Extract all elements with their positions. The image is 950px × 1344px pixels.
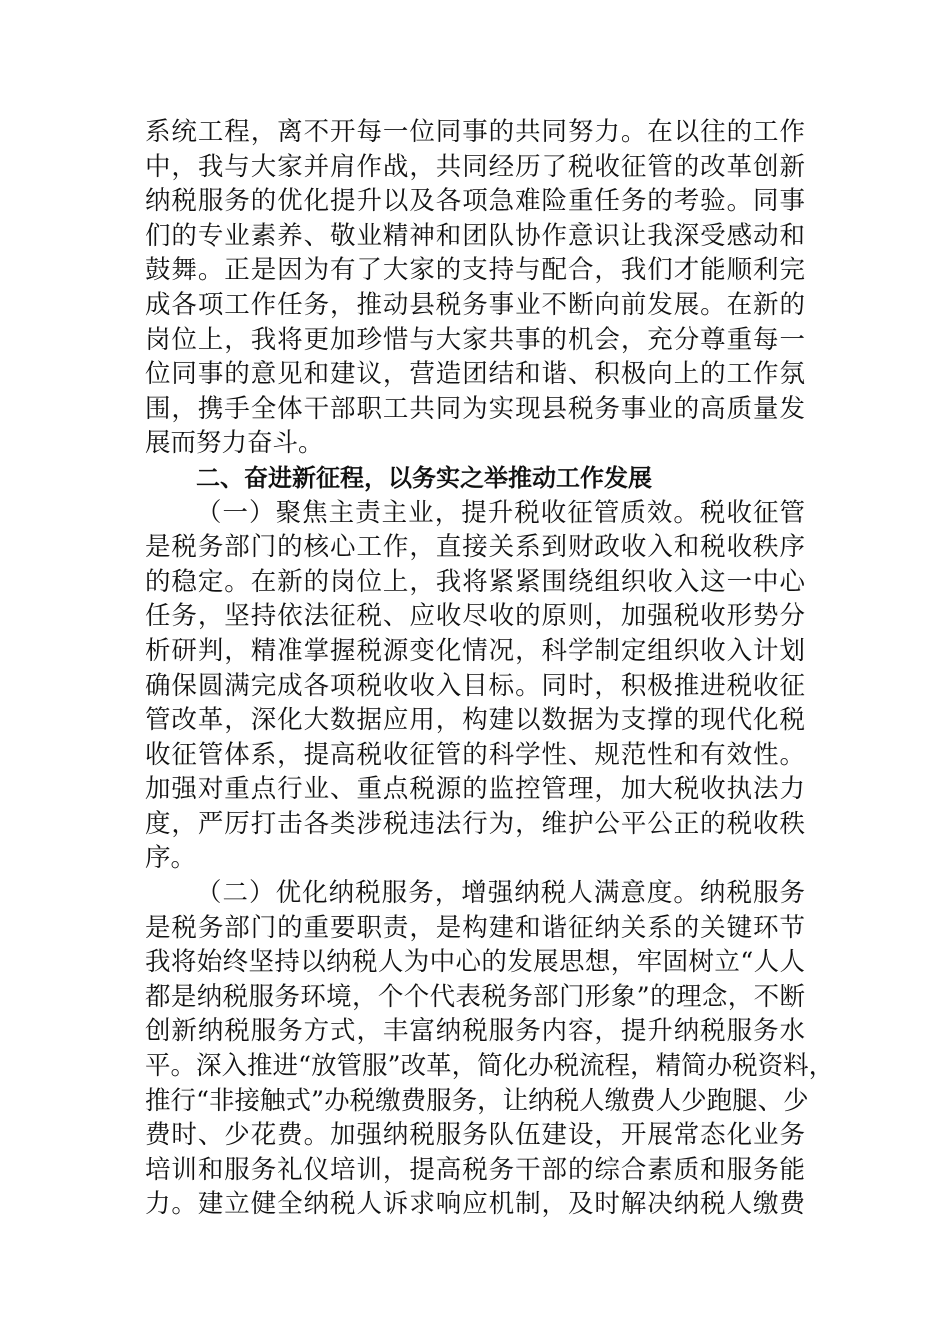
text-line: 纳税服务的优化提升以及各项急难险重任务的考验。同事 [145,186,805,217]
text-line: 费时、少花费。加强纳税服务队伍建设，开展常态化业务 [145,1120,805,1151]
text-line: 加强对重点行业、重点税源的监控管理，加大税收执法力 [145,774,805,805]
text-line: 培训和服务礼仪培训，提高税务干部的综合素质和服务能 [145,1154,805,1185]
text-line: 围，携手全体干部职工共同为实现县税务事业的高质量发 [145,393,805,424]
text-line: 的稳定。在新的岗位上，我将紧紧围绕组织收入这一中心 [145,566,805,597]
text-line: 是税务部门的重要职责，是构建和谐征纳关系的关键环节 [145,912,805,943]
text-line: 位同事的意见和建议，营造团结和谐、积极向上的工作氛 [145,359,805,390]
text-line: 成各项工作任务，推动县税务事业不断向前发展。在新的 [145,289,805,320]
text-line: 中，我与大家并肩作战，共同经历了税收征管的改革创新 [145,151,805,182]
text-line: 序。 [145,843,197,874]
text-line: （一）聚焦主责主业，提升税收征管质效。税收征管 [196,497,805,528]
text-line: （二）优化纳税服务，增强纳税人满意度。纳税服务 [196,878,805,909]
paragraph [145,115,805,461]
text-line: 系统工程，离不开每一位同事的共同努力。在以往的工作 [145,117,805,147]
section-heading [145,461,805,496]
text-line: 们的专业素养、敬业精神和团队协作意识让我深受感动和 [145,220,805,251]
text-line: 度，严厉打击各类涉税违法行为，维护公平公正的税收秩 [145,808,805,839]
text-line: 确保圆满完成各项税收收入目标。同时，积极推进税收征 [145,670,805,701]
text-line: 岗位上，我将更加珍惜与大家共事的机会，充分尊重每一 [145,324,805,355]
text-line: 鼓舞。正是因为有了大家的支持与配合，我们才能顺利完 [145,255,805,286]
text-line: 任务，坚持依法征税、应收尽收的原则，加强税收形势分 [145,601,805,632]
text-line: 我将始终坚持以纳税人为中心的发展思想，牢固树立“人人 [145,947,805,978]
text-line: 展而努力奋斗。 [145,428,324,459]
text-line: 管改革，深化大数据应用，构建以数据为支撑的现代化税 [145,705,805,736]
text-line: 是税务部门的核心工作，直接关系到财政收入和税收秩序 [145,532,805,563]
text-line: 推行“非接触式”办税缴费服务，让纳税人缴费人少跑腿、少 [145,1085,809,1116]
paragraph [145,876,835,1222]
text-line: 收征管体系，提高税收征管的科学性、规范性和有效性。 [145,739,805,770]
text-line: 析研判，精准掌握税源变化情况，科学制定组织收入计划 [145,635,805,666]
document-body [145,115,835,1222]
text-line: 力。建立健全纳税人诉求响应机制，及时解决纳税人缴费 [145,1189,805,1220]
text-line: 平。深入推进“放管服”改革，简化办税流程，精简办税资料， [145,1051,835,1082]
text-line: 创新纳税服务方式，丰富纳税服务内容，提升纳税服务水 [145,1016,805,1047]
text-line: 二、奋进新征程，以务实之举推动工作发展 [196,463,652,492]
text-line: 都是纳税服务环境，个个代表税务部门形象”的理念，不断 [145,981,805,1012]
paragraph [145,496,805,877]
